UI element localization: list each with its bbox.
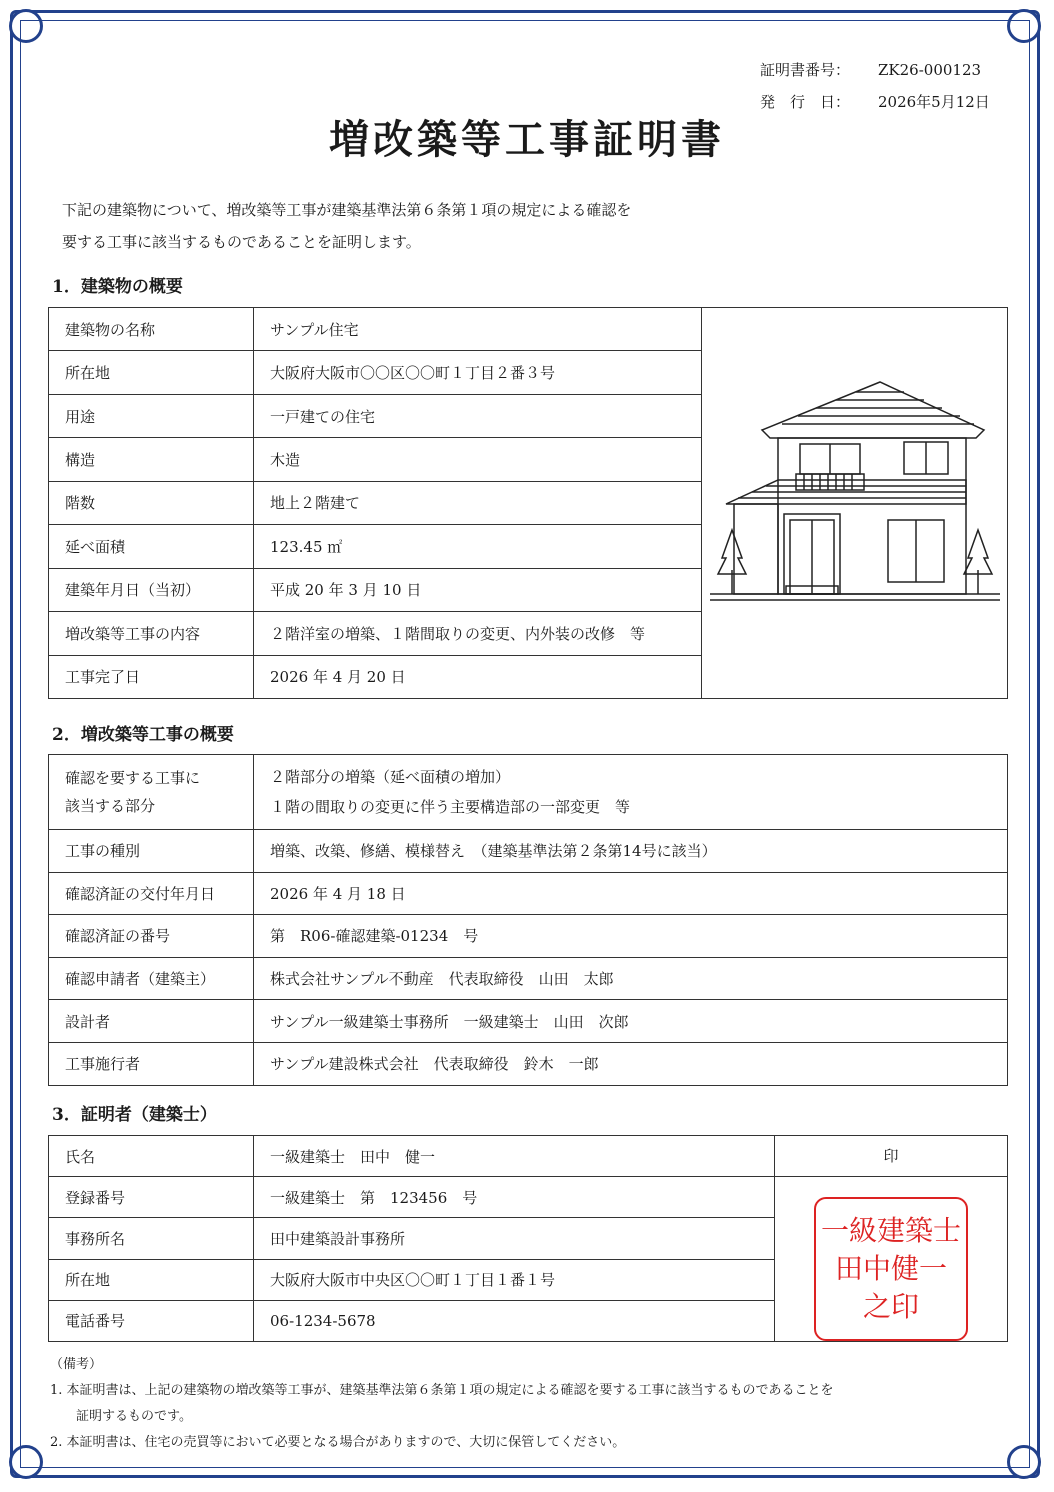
table-row xyxy=(49,830,1008,873)
remark-item: 2. 本証明書は、住宅の売買等において必要となる場合がありますので、大切に保管してください。 xyxy=(50,1435,626,1450)
row-value: 2026 年 4 月 20 日 xyxy=(254,655,702,699)
row-label: 確認済証の番号 xyxy=(49,915,254,958)
row-label: 事務所名 xyxy=(49,1218,254,1259)
seal-text: 之印 xyxy=(862,1290,919,1323)
building-overview-table xyxy=(48,307,1008,699)
row-value: 第 R06-確認建築-01234 号 xyxy=(254,915,1008,958)
row-label: 確認申請者（建築主） xyxy=(49,957,254,1000)
cert-no: ZK26-000123 xyxy=(878,61,982,79)
page-title: 増改築等工事証明書 xyxy=(329,116,725,163)
table-row xyxy=(49,308,1008,351)
row-value: 大阪府大阪市中央区〇〇町１丁目１番１号 xyxy=(254,1259,775,1300)
row-label: 登録番号 xyxy=(49,1177,254,1218)
table-row xyxy=(49,1042,1008,1085)
row-value: 田中建築設計事務所 xyxy=(254,1218,775,1259)
row-label: 所在地 xyxy=(49,351,254,394)
seal-cell xyxy=(775,1136,1008,1342)
row-value: 株式会社サンプル不動産 代表取締役 山田 太郎 xyxy=(254,957,1008,1000)
red-seal-stamp xyxy=(814,1197,968,1341)
seal-text: 田中健一 xyxy=(834,1252,947,1285)
section2-title: 2．増改築等工事の概要 xyxy=(52,725,234,745)
remark-item-cont: 証明するものです。 xyxy=(76,1409,192,1424)
row-label: 延べ面積 xyxy=(49,525,254,568)
row-label: 設計者 xyxy=(49,1000,254,1043)
row-value: サンプル住宅 xyxy=(254,308,702,351)
house-illustration xyxy=(702,308,1007,694)
row-label: 氏名 xyxy=(49,1136,254,1177)
work-overview-table xyxy=(48,754,1008,1086)
row-value xyxy=(254,755,1008,830)
row-label: 工事施行者 xyxy=(49,1042,254,1085)
row-value: サンプル一級建築士事務所 一級建築士 山田 次郎 xyxy=(254,1000,1008,1043)
table-row xyxy=(49,755,1008,830)
row-value: 木造 xyxy=(254,438,702,481)
row-label: 構造 xyxy=(49,438,254,481)
table-row xyxy=(49,872,1008,915)
table-row xyxy=(49,915,1008,958)
row-label: 工事の種別 xyxy=(49,830,254,873)
row-value: 06-1234-5678 xyxy=(254,1300,775,1341)
cert-no-label: 証明書番号： xyxy=(760,61,851,79)
row-value: 一戸建ての住宅 xyxy=(254,394,702,437)
remarks-title: （備考） xyxy=(50,1357,103,1372)
issue-date-label: 発 行 日： xyxy=(760,93,851,111)
row-value-line: ２階部分の増築（延べ面積の増加） xyxy=(270,768,511,786)
row-label-line: 確認を要する工事に xyxy=(65,769,201,787)
seal-label: 印 xyxy=(775,1136,1007,1177)
row-value: 地上２階建て xyxy=(254,481,702,524)
section3-title: 3．証明者（建築士） xyxy=(52,1105,217,1125)
row-value: 一級建築士 第 123456 号 xyxy=(254,1177,775,1218)
seal-text: 一級建築士 xyxy=(820,1214,961,1247)
row-label: 増改築等工事の内容 xyxy=(49,612,254,655)
row-label: 建築年月日（当初） xyxy=(49,568,254,611)
row-label: 確認済証の交付年月日 xyxy=(49,872,254,915)
remarks xyxy=(50,1352,834,1456)
row-value: 123.45 ㎡ xyxy=(254,525,702,568)
row-value: 2026 年 4 月 18 日 xyxy=(254,872,1008,915)
issue-date: 2026年5月12日 xyxy=(878,93,990,111)
row-value: サンプル建設株式会社 代表取締役 鈴木 一郎 xyxy=(254,1042,1008,1085)
row-label: 電話番号 xyxy=(49,1300,254,1341)
row-label-line: 該当する部分 xyxy=(65,797,156,815)
row-label xyxy=(49,755,254,830)
house-illustration-cell xyxy=(702,308,1008,699)
row-value: 大阪府大阪市〇〇区〇〇町１丁目２番３号 xyxy=(254,351,702,394)
row-label: 工事完了日 xyxy=(49,655,254,699)
intro-text xyxy=(62,194,782,258)
row-value-line: １階の間取りの変更に伴う主要構造部の一部変更 等 xyxy=(270,798,631,816)
remark-item: 1. 本証明書は、上記の建築物の増改築等工事が、建築基準法第６条第１項の規定による確認を要する工事に該当するものであることを xyxy=(50,1383,834,1398)
row-label: 建築物の名称 xyxy=(49,308,254,351)
row-label: 用途 xyxy=(49,394,254,437)
table-row xyxy=(49,1136,1008,1177)
certifier-table xyxy=(48,1135,1008,1342)
row-value: 増築、改築、修繕、模様替え （建築基準法第２条第14号に該当） xyxy=(254,830,1008,873)
row-value: 一級建築士 田中 健一 xyxy=(254,1136,775,1177)
intro-line: 下記の建築物について、増改築等工事が建築基準法第６条第１項の規定による確認を xyxy=(62,201,632,219)
row-value: ２階洋室の増築、１階間取りの変更、内外装の改修 等 xyxy=(254,612,702,655)
row-label: 所在地 xyxy=(49,1259,254,1300)
row-value: 平成 20 年 3 月 10 日 xyxy=(254,568,702,611)
table-row xyxy=(49,957,1008,1000)
table-row xyxy=(49,1000,1008,1043)
section1-title: 1．建築物の概要 xyxy=(52,277,183,297)
intro-line: 要する工事に該当するものであることを証明します。 xyxy=(62,233,421,251)
row-label: 階数 xyxy=(49,481,254,524)
